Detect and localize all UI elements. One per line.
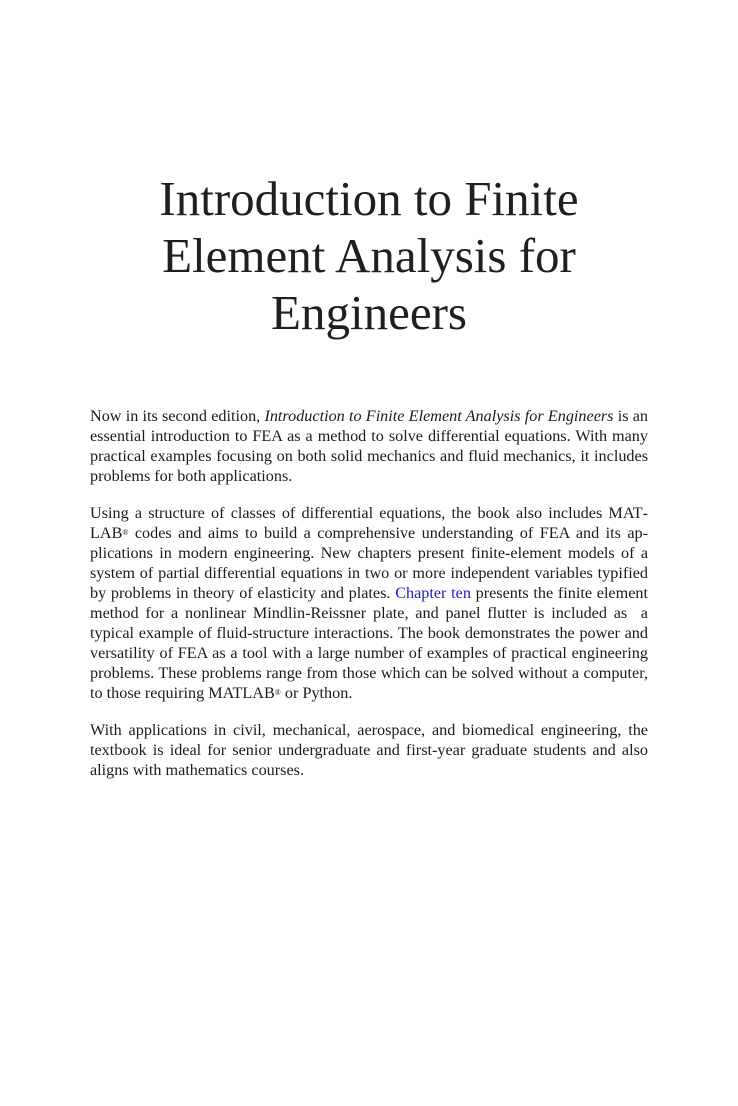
book-title <box>90 170 648 341</box>
book-title-line-3: Engineers <box>271 285 467 340</box>
registered-mark: ® <box>274 688 281 697</box>
paragraph-edition <box>90 406 648 486</box>
chapter-ten-link[interactable]: Chapter ten <box>395 584 471 602</box>
description-body <box>90 406 648 797</box>
paragraph-structure <box>90 503 648 703</box>
book-title-line-1: Introduction to Finite <box>159 171 579 226</box>
book-title-line-2: Element Analysis for <box>162 228 576 283</box>
paragraph-edition-book-title: Introduction to Finite Element Analysis for Engineers <box>264 407 614 425</box>
registered-mark: ® <box>122 528 129 537</box>
paragraph-structure-part-4: or Python. <box>280 684 353 702</box>
paragraph-edition-lead: Now in its second edition, <box>90 407 265 425</box>
paragraph-structure-part-3: presents the finite element method for a nonlinear Mindlin-Reissner plate, and panel flutter is included as a typical example of fluid-structure interactions. The book demonstrates the power and versatility of FEA as a tool with a large number of examples of practical engineering problems. These problems range from those which can be solved without a computer, to those requiring MATLAB <box>90 584 648 702</box>
paragraph-edition-rest: is an essential introduction to FEA as a method to solve differential equations. With many practical examples focusing on both solid mechanics and fluid mechanics, it includes problems for both applications. <box>90 407 649 485</box>
paragraph-structure-part-1: Using a structure of classes of differential equations, the book also includes MATLAB <box>90 504 648 542</box>
paragraph-structure-part-2: codes and aims to build a comprehensive understanding of FEA and its applications in modern engineering. New chapters present finite-element models of a system of partial differential equations in two or more independent variables typified by problems in theory of elasticity and plates. <box>90 524 648 602</box>
paragraph-applications: With applications in civil, mechanical, aerospace, and biomedical engineering, the textbook is ideal for senior undergraduate and first-year graduate students and also aligns with mathematics courses. <box>90 721 648 779</box>
